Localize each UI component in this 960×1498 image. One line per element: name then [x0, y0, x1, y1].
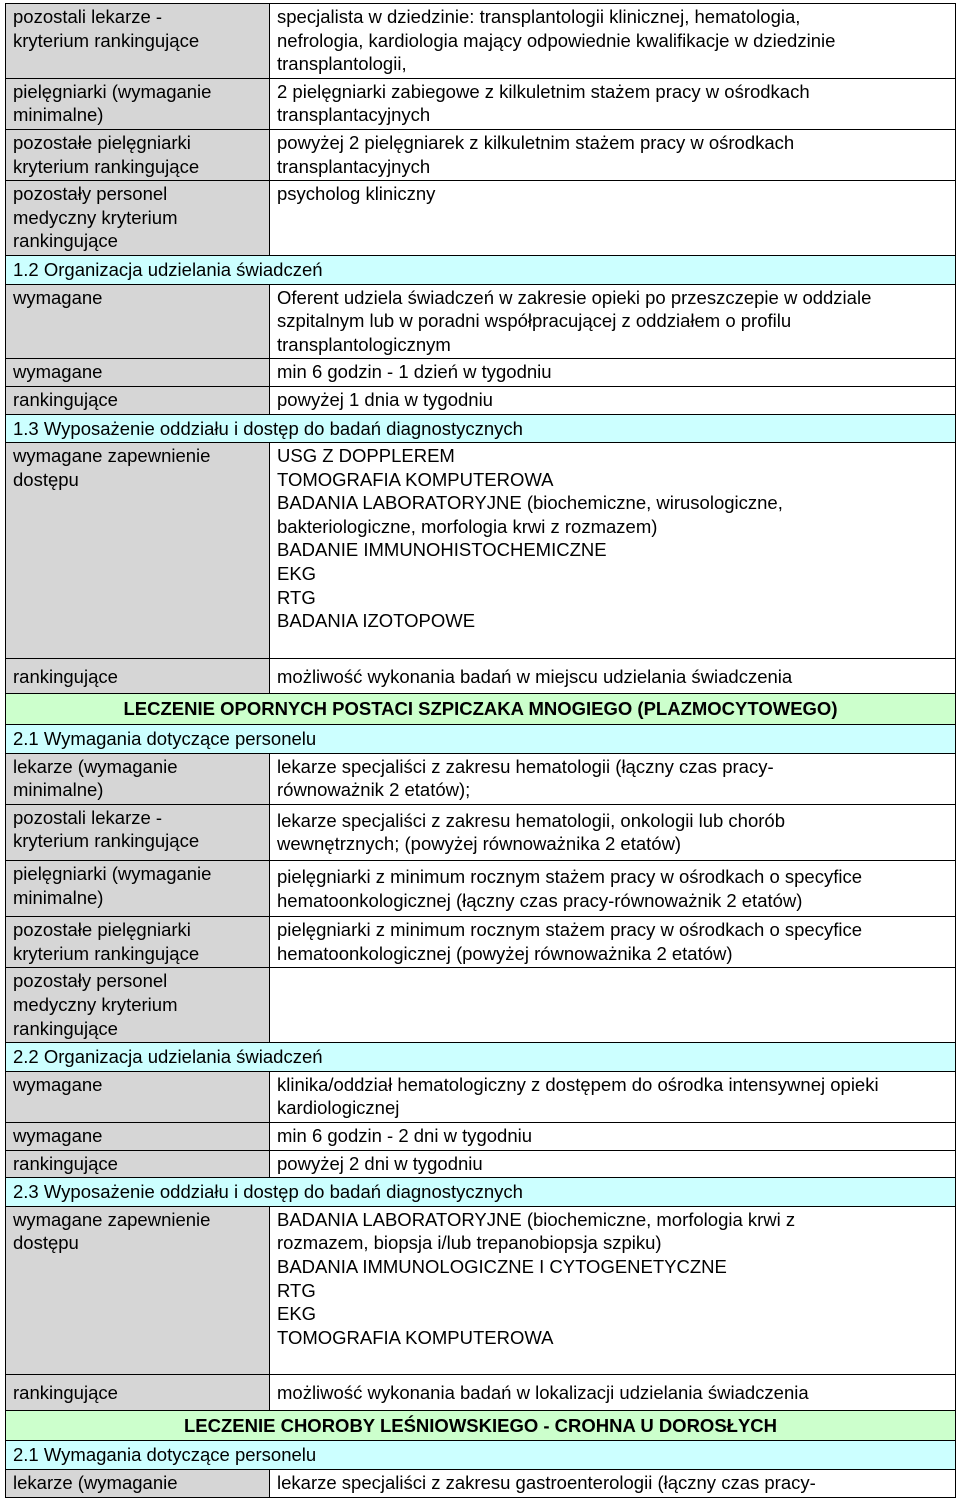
value-line: transplantologicznym — [277, 333, 451, 355]
label-line: lekarze (wymaganie — [13, 1472, 178, 1494]
value-line: powyżej 1 dnia w tygodniu — [277, 388, 493, 410]
value-line: BADANIA LABORATORYJNE (biochemiczne, morfologia krwi z — [277, 1208, 796, 1230]
label-line: pozostały personel — [13, 970, 168, 992]
value-line: RTG — [277, 1279, 316, 1301]
label-line: wymagane — [13, 361, 103, 383]
section-title: 2.1 Wymagania dotyczące personelu — [6, 1441, 956, 1470]
value-line: transplantacyjnych — [277, 155, 431, 177]
label-line: pozostałe pielęgniarki — [13, 919, 191, 941]
requirement-label — [6, 1071, 270, 1122]
value-line: specjalista w dziedzinie: transplantologii klinicznej, hematologia, — [277, 6, 801, 27]
label-line: dostępu — [13, 468, 79, 490]
cell-spacer — [277, 1349, 949, 1372]
requirement-label — [6, 1206, 270, 1375]
label-line: medyczny kryterium — [13, 993, 178, 1015]
requirement-label — [6, 1375, 270, 1411]
program-heading: LECZENIE CHOROBY LEŚNIOWSKIEGO - CROHNA U DOROSŁYCH — [6, 1410, 956, 1441]
requirement-row — [6, 1071, 956, 1122]
section-row — [6, 1441, 956, 1470]
value-line: USG Z DOPPLEREM — [277, 445, 455, 467]
value-line: TOMOGRAFIA KOMPUTEROWA — [277, 1326, 554, 1348]
requirement-value — [270, 1122, 956, 1150]
program-heading-row — [6, 694, 956, 725]
value-line: BADANIA LABORATORYJNE (biochemiczne, wirusologiczne, — [277, 492, 783, 514]
label-line: pozostali lekarze - — [13, 806, 163, 828]
value-line: kardiologicznej — [277, 1097, 400, 1119]
requirement-label — [6, 917, 270, 968]
section-title: 2.3 Wyposażenie oddziału i dostęp do badań diagnostycznych — [6, 1178, 956, 1207]
requirement-value — [270, 861, 956, 917]
requirement-row — [6, 4, 956, 79]
value-line: EKG — [277, 563, 317, 585]
requirement-label — [6, 4, 270, 79]
section-title: 1.2 Organizacja udzielania świadczeń — [6, 255, 956, 284]
requirement-row — [6, 78, 956, 129]
requirement-label — [6, 443, 270, 659]
label-line: wymagane — [13, 1124, 103, 1146]
requirement-label — [6, 359, 270, 387]
program-heading: LECZENIE OPORNYCH POSTACI SZPICZAKA MNOGIEGO (PLAZMOCYTOWEGO) — [6, 694, 956, 725]
requirement-row — [6, 658, 956, 694]
value-line: bakteriologiczne, morfologia krwi z rozmazem) — [277, 515, 658, 537]
requirement-row — [6, 968, 956, 1043]
label-line: rankingujące — [13, 665, 118, 687]
value-line: BADANIA IZOTOPOWE — [277, 610, 476, 632]
label-line: minimalne) — [13, 886, 104, 908]
requirement-row — [6, 1470, 956, 1498]
requirement-value — [270, 129, 956, 180]
requirement-label — [6, 181, 270, 256]
requirement-row — [6, 359, 956, 387]
section-row — [6, 1178, 956, 1207]
value-line: hematoonkologicznej (powyżej równoważnika 2 etatów) — [277, 942, 733, 964]
label-line: pozostałe pielęgniarki — [13, 131, 191, 153]
label-line: rankingujące — [13, 1017, 118, 1039]
requirement-value — [270, 181, 956, 256]
requirement-label — [6, 386, 270, 414]
value-line: BADANIE IMMUNOHISTOCHEMICZNE — [277, 539, 607, 561]
section-row — [6, 255, 956, 284]
requirement-value — [270, 359, 956, 387]
label-line: dostępu — [13, 1232, 79, 1254]
value-line: rozmazem, biopsja i/lub trepanobiopsja szpiku) — [277, 1232, 662, 1254]
label-line: kryterium rankingujące — [13, 942, 200, 964]
requirement-row — [6, 1206, 956, 1375]
value-line: klinika/oddział hematologiczny z dostępem do ośrodka intensywnej opieki — [277, 1073, 879, 1095]
requirement-value — [270, 1470, 956, 1498]
requirement-value — [270, 4, 956, 79]
value-line: równoważnik 2 etatów); — [277, 779, 471, 801]
label-line: kryterium rankingujące — [13, 155, 200, 177]
requirement-label — [6, 284, 270, 359]
value-line: pielęgniarki z minimum rocznym stażem pracy w ośrodkach o specyfice — [277, 866, 863, 887]
requirement-row — [6, 804, 956, 860]
section-row — [6, 1043, 956, 1072]
section-row — [6, 414, 956, 443]
requirement-value — [270, 1206, 956, 1375]
value-line: możliwość wykonania badań w miejscu udzielania świadczenia — [277, 665, 793, 687]
requirement-row — [6, 1150, 956, 1178]
requirement-label — [6, 753, 270, 804]
value-line: transplantologii, — [277, 53, 407, 75]
requirement-row — [6, 386, 956, 414]
requirement-value — [270, 1150, 956, 1178]
cell-spacer — [277, 633, 949, 656]
requirement-row — [6, 1122, 956, 1150]
value-line: TOMOGRAFIA KOMPUTEROWA — [277, 468, 554, 490]
requirements-table — [5, 3, 956, 1498]
value-line: min 6 godzin - 1 dzień w tygodniu — [277, 361, 552, 383]
label-line: rankingujące — [13, 230, 118, 252]
requirement-label — [6, 861, 270, 917]
value-line: EKG — [277, 1303, 317, 1325]
value-line: lekarze specjaliści z zakresu hematologii, onkologii lub chorób — [277, 809, 785, 831]
label-line: medyczny kryterium — [13, 206, 178, 228]
value-line: możliwość wykonania badań w lokalizacji udzielania świadczenia — [277, 1382, 809, 1404]
label-line: lekarze (wymaganie — [13, 755, 178, 777]
label-line: minimalne) — [13, 104, 104, 126]
value-line: szpitalnym lub w poradni współpracującej z oddziałem o profilu — [277, 310, 792, 332]
label-line: pozostali lekarze - — [13, 6, 163, 27]
label-line: rankingujące — [13, 1152, 118, 1174]
value-line: lekarze specjaliści z zakresu hematologii (łączny czas pracy- — [277, 755, 774, 777]
requirement-row — [6, 1375, 956, 1411]
requirements-table-body — [6, 4, 956, 1498]
value-line: 2 pielęgniarki zabiegowe z kilkuletnim stażem pracy w ośrodkach — [277, 80, 810, 102]
label-line: pielęgniarki (wymaganie — [13, 80, 212, 102]
requirement-value — [270, 1071, 956, 1122]
value-line: RTG — [277, 586, 316, 608]
section-title: 1.3 Wyposażenie oddziału i dostęp do badań diagnostycznych — [6, 414, 956, 443]
requirement-row — [6, 443, 956, 659]
label-line: wymagane — [13, 1073, 103, 1095]
requirement-label — [6, 1122, 270, 1150]
value-line: min 6 godzin - 2 dni w tygodniu — [277, 1124, 533, 1146]
label-line: pozostały personel — [13, 183, 168, 205]
value-line: transplantacyjnych — [277, 104, 431, 126]
requirement-label — [6, 804, 270, 860]
requirement-row — [6, 284, 956, 359]
requirement-label — [6, 1470, 270, 1498]
value-line: nefrologia, kardiologia mający odpowiednie kwalifikacje w dziedzinie — [277, 29, 836, 51]
requirement-value — [270, 284, 956, 359]
requirement-row — [6, 181, 956, 256]
label-line: rankingujące — [13, 388, 118, 410]
section-row — [6, 725, 956, 754]
value-line: Oferent udziela świadczeń w zakresie opieki po przeszczepie w oddziale — [277, 286, 872, 308]
value-line: powyżej 2 pielęgniarek z kilkuletnim stażem pracy w ośrodkach — [277, 131, 795, 153]
requirement-value — [270, 78, 956, 129]
label-line: wymagane zapewnienie — [13, 445, 211, 467]
requirement-label — [6, 78, 270, 129]
requirement-row — [6, 861, 956, 917]
value-line: powyżej 2 dni w tygodniu — [277, 1152, 483, 1174]
label-line: kryterium rankingujące — [13, 830, 200, 852]
requirement-label — [6, 968, 270, 1043]
section-title: 2.1 Wymagania dotyczące personelu — [6, 725, 956, 754]
value-line: wewnętrznych; (powyżej równoważnika 2 etatów) — [277, 833, 682, 855]
requirement-value — [270, 1375, 956, 1411]
value-line: hematoonkologicznej (łączny czas pracy-równoważnik 2 etatów) — [277, 889, 803, 911]
requirement-label — [6, 658, 270, 694]
label-line: rankingujące — [13, 1382, 118, 1404]
value-line: BADANIA IMMUNOLOGICZNE I CYTOGENETYCZNE — [277, 1255, 727, 1277]
requirement-value — [270, 443, 956, 659]
requirement-value — [270, 804, 956, 860]
requirement-row — [6, 129, 956, 180]
value-line: psycholog kliniczny — [277, 183, 436, 205]
section-title: 2.2 Organizacja udzielania świadczeń — [6, 1043, 956, 1072]
label-line: pielęgniarki (wymaganie — [13, 863, 212, 884]
requirement-label — [6, 1150, 270, 1178]
requirement-value — [270, 386, 956, 414]
value-line: pielęgniarki z minimum rocznym stażem pracy w ośrodkach o specyfice — [277, 919, 863, 941]
label-line: wymagane — [13, 286, 103, 308]
requirement-value — [270, 917, 956, 968]
value-line: lekarze specjaliści z zakresu gastroenterologii (łączny czas pracy- — [277, 1472, 816, 1494]
label-line: wymagane zapewnienie — [13, 1208, 211, 1230]
label-line: kryterium rankingujące — [13, 29, 200, 51]
program-heading-row — [6, 1410, 956, 1441]
requirements-document — [5, 3, 955, 1498]
requirement-label — [6, 129, 270, 180]
requirement-row — [6, 753, 956, 804]
requirement-value — [270, 658, 956, 694]
requirement-row — [6, 917, 956, 968]
label-line: minimalne) — [13, 779, 104, 801]
requirement-value — [270, 753, 956, 804]
requirement-value — [270, 968, 956, 1043]
